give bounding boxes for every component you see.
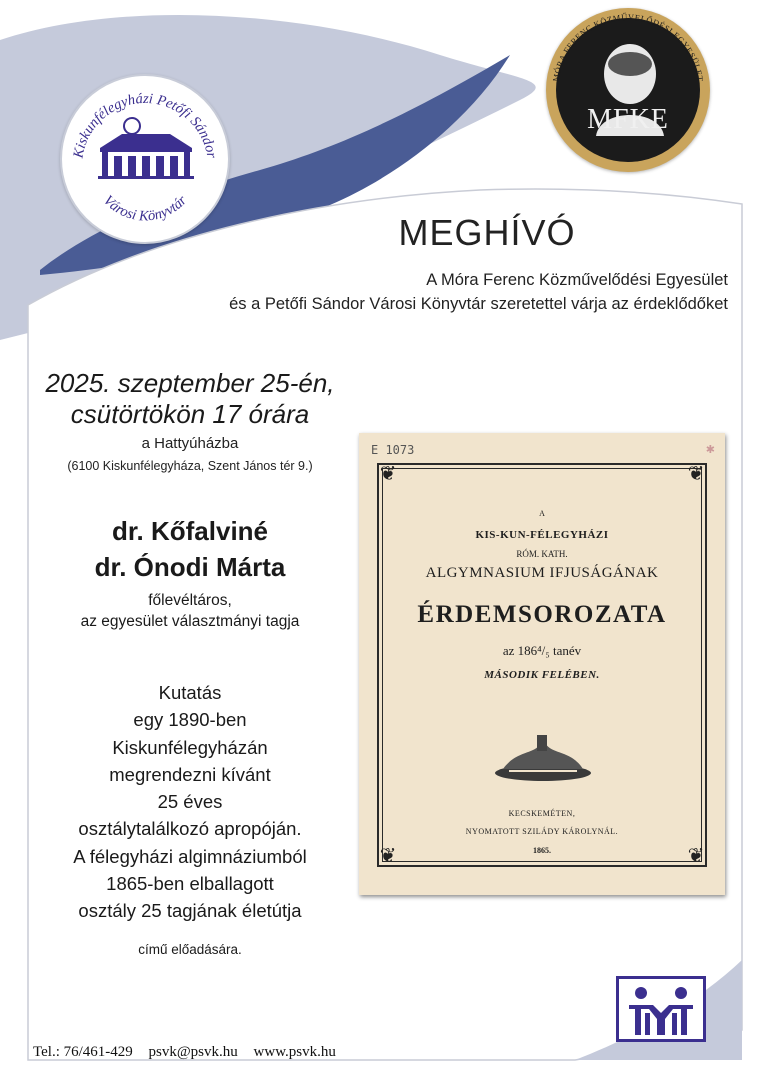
talk-line: Kiskunfélegyházán xyxy=(112,736,268,758)
book-line-8: NYOMATOTT SZILÁDY KÁROLYNÁL. xyxy=(465,827,619,836)
book-frame xyxy=(377,463,707,867)
book-frame-inner xyxy=(382,468,702,862)
intro-line-2: és a Petőfi Sándor Városi Könyvtár szeretettel várja az érdeklődőket xyxy=(229,295,728,313)
readers-icon xyxy=(619,979,703,1039)
building-icon xyxy=(98,118,194,179)
talk-line: A félegyházi algimnáziumból xyxy=(73,845,307,867)
svg-text:MÓRA FERENC KÖZMŰVELŐDÉSI EGYE: MÓRA FERENC KÖZMŰVELŐDÉSI EGYESÜLET xyxy=(550,11,706,83)
talk-line: 1865-ben elballagott xyxy=(106,873,274,895)
talk-suffix: című előadására. xyxy=(138,942,242,957)
invitation-title: MEGHÍVÓ xyxy=(398,212,576,253)
talk-line: osztálytalálkozó apropóján. xyxy=(78,818,302,840)
corner-ornament-icon: ❦ xyxy=(379,463,397,485)
speaker-role-line-1: főlevéltáros, xyxy=(148,592,232,609)
catalog-number: E 1073 xyxy=(371,443,415,457)
mfke-ring xyxy=(546,8,710,172)
corner-ornament-icon: ❦ xyxy=(687,845,705,867)
mfke-logo-text: MFKE xyxy=(587,104,669,135)
mfke-logo xyxy=(546,8,710,172)
stamp-mark: ✱ xyxy=(705,443,715,456)
event-venue: a Hattyúházba xyxy=(141,435,239,452)
talk-line: megrendezni kívánt xyxy=(109,763,271,785)
book-line-5: az 186⁴/₅ tanév xyxy=(502,643,582,658)
book-line-4: ÉRDEMSOROZATA xyxy=(417,601,667,628)
book-line-a: A xyxy=(539,509,545,518)
book-line-7: KECSKEMÉTEN, xyxy=(508,809,576,818)
library-small-logo xyxy=(616,976,706,1042)
book-line-2: RÓM. KATH. xyxy=(516,549,568,559)
speaker-name-line-2: dr. Ónodi Márta xyxy=(94,552,286,582)
talk-line: osztály 25 tagjának életútja xyxy=(78,900,302,922)
book-vignette-icon xyxy=(489,727,597,787)
speaker-role-line-2: az egyesület választmányi tagja xyxy=(80,613,300,630)
intro-line-1: A Móra Ferenc Közművelődési Egyesület xyxy=(426,271,728,289)
footer-contact xyxy=(33,1044,348,1061)
corner-ornament-icon: ❦ xyxy=(687,463,705,485)
book-cover-image xyxy=(359,433,725,895)
talk-title xyxy=(0,679,380,925)
footer-phone: Tel.: 76/461-429 xyxy=(33,1044,133,1060)
event-date xyxy=(0,368,380,430)
book-line-1: KIS-KUN-FÉLEGYHÁZI xyxy=(475,529,609,541)
talk-line: egy 1890-ben xyxy=(133,709,247,731)
book-line-3: ALGYMNASIUM IFJUSÁGÁNAK xyxy=(425,565,659,581)
corner-ornament-icon: ❦ xyxy=(379,845,397,867)
library-logo-top-text: Kiskunfélegyházi Petőfi Sándor xyxy=(70,90,220,160)
invitation-intro xyxy=(128,268,728,316)
talk-line: 25 éves xyxy=(157,791,223,813)
speaker-name-line-1: dr. Kőfalviné xyxy=(111,516,269,546)
event-date-line-1: 2025. szeptember 25-én, xyxy=(45,368,335,398)
speaker-name xyxy=(0,513,380,585)
event-date-line-2: csütörtökön 17 órára xyxy=(70,399,310,429)
book-line-9: 1865. xyxy=(533,846,551,855)
footer-website[interactable]: www.psvk.hu xyxy=(253,1044,336,1060)
footer-email[interactable]: psvk@psvk.hu xyxy=(148,1044,238,1060)
speaker-role xyxy=(0,590,380,632)
talk-line: Kutatás xyxy=(158,682,222,703)
book-line-6: MÁSODIK FELÉBEN. xyxy=(484,669,600,681)
library-logo-bottom-text: Városi Könyvtár xyxy=(99,192,191,225)
event-address: (6100 Kiskunfélegyháza, Szent János tér 9.) xyxy=(67,459,313,473)
